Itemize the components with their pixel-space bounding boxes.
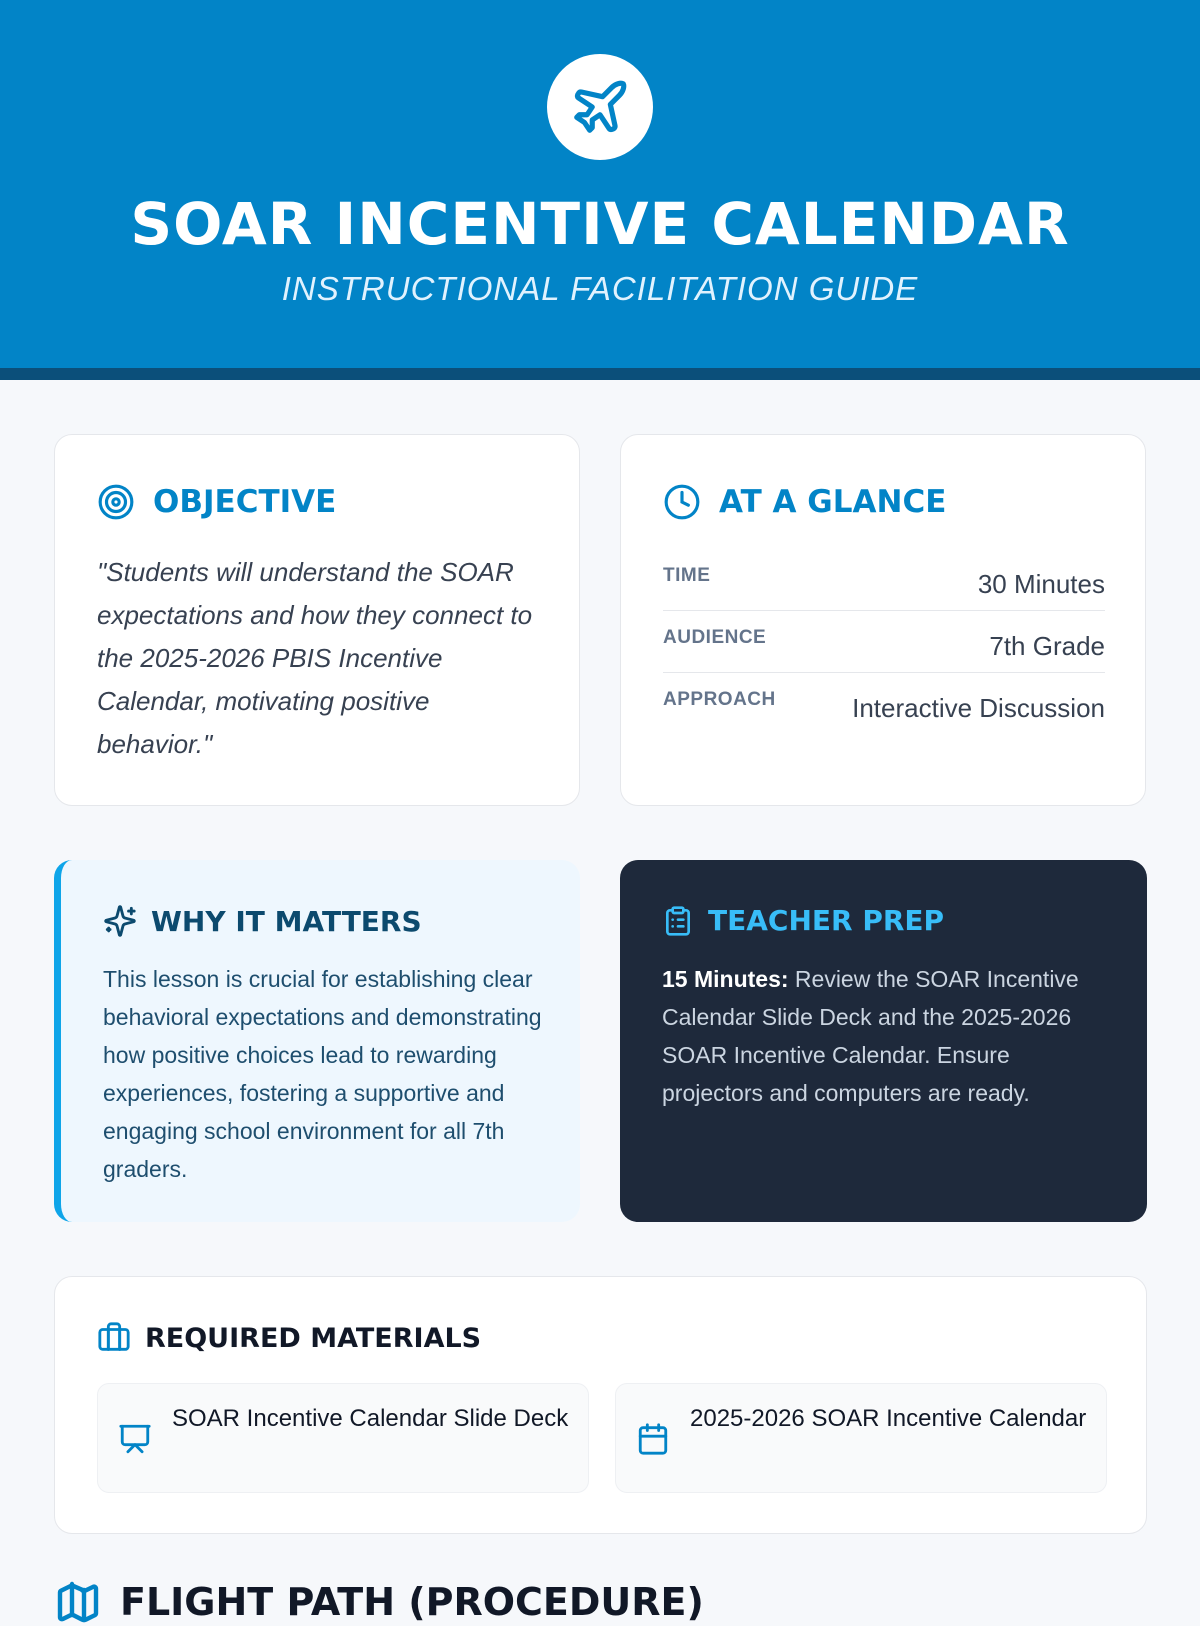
page-subtitle: INSTRUCTIONAL FACILITATION GUIDE <box>281 270 919 307</box>
teacher-prep-title: TEACHER PREP <box>708 904 945 937</box>
required-materials-card <box>54 1276 1147 1534</box>
procedure-title: FLIGHT PATH (PROCEDURE) <box>120 1580 704 1624</box>
procedure-heading <box>54 1578 704 1626</box>
teacher-prep-card <box>620 860 1147 1222</box>
clipboard-icon <box>662 905 694 937</box>
page-title: SOAR INCENTIVE CALENDAR <box>130 190 1070 258</box>
airplane-icon <box>569 76 631 138</box>
why-it-matters-heading <box>103 904 422 938</box>
page-header <box>0 0 1200 380</box>
glance-row-audience <box>663 611 1105 673</box>
glance-label: AUDIENCE <box>663 627 767 648</box>
material-item-slide-deck <box>97 1383 589 1493</box>
logo-badge <box>547 54 653 160</box>
objective-heading <box>97 483 336 521</box>
why-it-matters-title: WHY IT MATTERS <box>151 904 422 938</box>
clock-icon <box>663 483 701 521</box>
calendar-icon <box>636 1422 670 1456</box>
at-a-glance-card <box>620 434 1146 806</box>
sparkles-icon <box>103 904 137 938</box>
why-it-matters-card <box>54 860 580 1222</box>
teacher-prep-heading <box>662 904 944 937</box>
glance-value: 30 Minutes <box>977 569 1105 599</box>
material-label: SOAR Incentive Calendar Slide Deck <box>172 1405 569 1432</box>
glance-row-approach <box>663 673 1105 735</box>
teacher-prep-duration: 15 Minutes: <box>662 966 789 992</box>
teacher-prep-text <box>662 960 1112 1112</box>
material-label: 2025-2026 SOAR Incentive Calendar <box>690 1405 1087 1432</box>
map-icon <box>54 1578 102 1626</box>
briefcase-icon <box>97 1321 131 1355</box>
target-icon <box>97 483 135 521</box>
glance-value: Interactive Discussion <box>852 693 1105 723</box>
required-materials-heading <box>97 1321 481 1355</box>
why-it-matters-text: This lesson is crucial for establishing clear behavioral expectations and demonstrating how positive choices lead to rewarding experiences, fostering a supportive and engaging school environment for all 7th graders. <box>103 966 542 1182</box>
objective-text: "Students will understand the SOAR expectations and how they connect to the 2025-2026 PBIS Incentive Calendar, motivating positive behavior." <box>97 557 533 759</box>
glance-row-time <box>663 549 1105 611</box>
material-item-calendar <box>615 1383 1107 1493</box>
objective-card <box>54 434 580 806</box>
teacher-prep-body: Review the SOAR Incentive Calendar Slide Deck and the 2025-2026 SOAR Incentive Calendar. Ensure projectors and computers are ready. <box>662 966 1079 1106</box>
glance-label: TIME <box>663 565 711 586</box>
glance-value: 7th Grade <box>989 631 1105 661</box>
presentation-icon <box>118 1422 152 1456</box>
at-a-glance-title: AT A GLANCE <box>719 484 947 520</box>
objective-title: OBJECTIVE <box>153 484 337 520</box>
at-a-glance-heading <box>663 483 946 521</box>
glance-label: APPROACH <box>663 689 776 710</box>
required-materials-title: REQUIRED MATERIALS <box>145 1322 482 1354</box>
